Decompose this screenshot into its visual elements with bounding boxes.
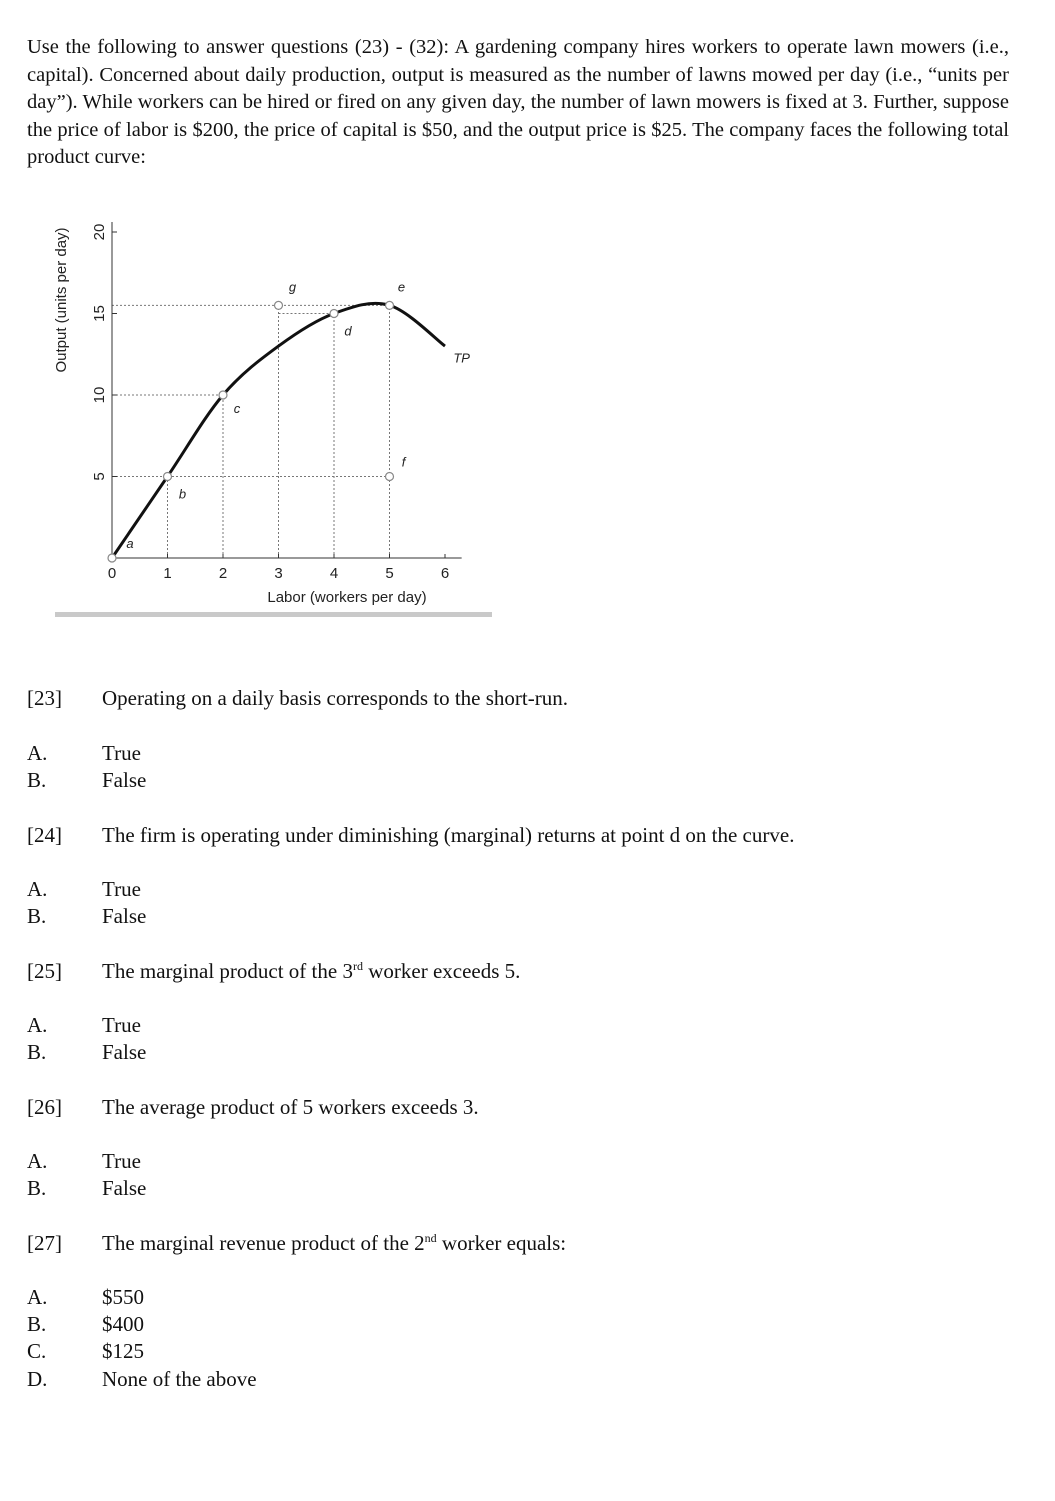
question-stem [102, 1231, 566, 1256]
stem-text: worker equals: [436, 1231, 567, 1255]
option-text: $400 [102, 1312, 144, 1336]
intro-paragraph: Use the following to answer questions (23) - (32): A gardening company hires workers to operate lawn mowers (i.e., capital). Concerned about daily production, output is measured as the number of lawns mowed per day (i.e., “units per day”). While workers can be hired or fired on any given day, the number of lawn mowers is fixed at 3. Further, suppose the price of labor is $200, the price of capital is $50, and the output price is $25. The company faces the following total product curve: [27, 36, 1009, 168]
x-axis-label: Labor (workers per day) [267, 589, 427, 606]
option-letter: D. [27, 1367, 48, 1391]
option-text: None of the above [102, 1367, 257, 1391]
question-number: [24] [27, 823, 62, 847]
point-e [386, 301, 394, 309]
x-tick-label: 1 [163, 565, 172, 582]
stem-text: The marginal revenue product of the 2 [102, 1231, 425, 1255]
stem-text: The marginal product of the 3 [102, 959, 353, 983]
total-product-chart [40, 205, 510, 625]
question-stem: Operating on a daily basis corresponds to the short-run. [102, 686, 568, 710]
option-letter: B. [27, 1176, 47, 1200]
x-tick-label: 4 [329, 565, 339, 582]
stem-superscript: nd [424, 1231, 437, 1245]
option-text: True [102, 1149, 141, 1173]
option-text: False [102, 1176, 147, 1200]
option-letter: A. [27, 741, 48, 765]
option-text: $125 [102, 1339, 144, 1363]
option-letter: B. [27, 904, 47, 928]
question-stem: The average product of 5 workers exceeds 3. [102, 1095, 479, 1119]
option-text: True [102, 741, 141, 765]
point-a [108, 554, 116, 562]
option-letter: C. [27, 1339, 47, 1363]
curve-label-tp: TP [453, 350, 470, 366]
y-tick-label: 20 [90, 223, 108, 241]
question-number: [23] [27, 686, 62, 710]
point-label-a: a [126, 536, 134, 551]
x-tick-label: 6 [440, 565, 450, 582]
chart-bottom-bar [55, 612, 492, 617]
option-letter: B. [27, 1040, 47, 1064]
point-label-c: c [233, 401, 241, 416]
question-stem: The firm is operating under diminishing (marginal) returns at point d on the curve. [102, 823, 795, 847]
stem-superscript: rd [352, 959, 363, 973]
point-f [386, 473, 394, 481]
question-number: [26] [27, 1095, 62, 1119]
point-label-e: e [397, 279, 406, 295]
x-tick-label: 3 [274, 565, 283, 582]
question-stem [102, 959, 520, 984]
question-number: [27] [27, 1231, 62, 1255]
question-number: [25] [27, 959, 62, 983]
option-letter: A. [27, 877, 48, 901]
point-b [164, 473, 172, 481]
point-label-d: d [344, 323, 352, 339]
option-letter: A. [27, 1149, 48, 1173]
option-text: True [102, 1013, 141, 1037]
total-product-chart-svg [40, 205, 510, 625]
option-letter: A. [27, 1285, 48, 1309]
point-d [330, 310, 338, 318]
stem-text: worker exceeds 5. [362, 959, 521, 983]
point-g [275, 301, 283, 309]
option-text: $550 [102, 1285, 144, 1309]
point-label-b: b [178, 486, 187, 502]
y-tick-label: 15 [90, 305, 108, 322]
option-text: False [102, 1040, 147, 1064]
option-letter: A. [27, 1013, 48, 1037]
x-tick-label: 5 [385, 565, 394, 582]
option-letter: B. [27, 1312, 47, 1336]
y-tick-label: 5 [90, 472, 108, 481]
y-axis-label: Output (units per day) [53, 227, 70, 373]
point-label-f: f [401, 454, 406, 470]
x-tick-label: 0 [107, 565, 117, 582]
x-tick-label: 2 [218, 565, 228, 582]
option-text: True [102, 877, 141, 901]
point-c [219, 391, 227, 399]
y-tick-label: 10 [90, 386, 108, 404]
option-letter: B. [27, 768, 47, 792]
point-label-g: g [288, 279, 297, 295]
option-text: False [102, 904, 147, 928]
option-text: False [102, 768, 147, 792]
